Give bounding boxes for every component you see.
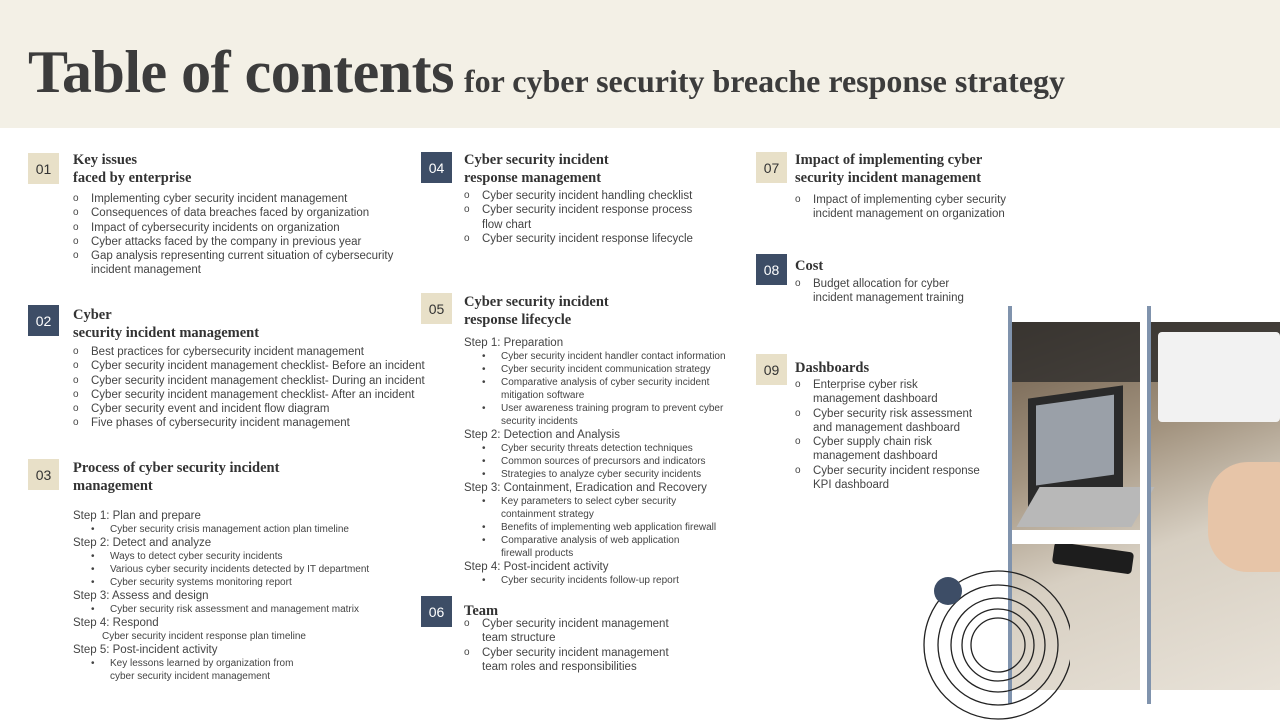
list-item-continuation: team structure bbox=[482, 632, 556, 645]
list-item: o Cyber security incident handling checklist bbox=[464, 189, 693, 203]
section-title-line: response lifecycle bbox=[464, 312, 572, 328]
title-main: Table of contents bbox=[28, 39, 454, 105]
list-item: • Various cyber security incidents detected by IT department bbox=[73, 563, 369, 576]
concentric-circles-decoration bbox=[920, 570, 1070, 720]
list-item: • Cyber security incident communication strategy bbox=[464, 363, 726, 376]
section-items bbox=[795, 277, 964, 306]
list-item: o Five phases of cybersecurity incident management bbox=[73, 416, 425, 430]
section-items bbox=[795, 378, 980, 492]
list-item: o Cyber security event and incident flow diagram bbox=[73, 402, 425, 416]
list-item: • Cyber security incidents follow-up report bbox=[464, 574, 726, 587]
list-item-continuation: containment strategy bbox=[501, 509, 594, 520]
step-items bbox=[464, 442, 726, 481]
section-number: 08 bbox=[756, 254, 787, 285]
list-item: o Budget allocation for cyber bbox=[795, 277, 964, 291]
list-item: Cyber security incident response plan timeline bbox=[102, 631, 306, 642]
list-item: • Key parameters to select cyber security bbox=[464, 495, 726, 508]
section-title-line: security incident management bbox=[73, 325, 260, 341]
section-title-line: Cyber bbox=[73, 307, 112, 323]
section-items bbox=[464, 617, 669, 674]
list-item: • Benefits of implementing web application firewall bbox=[464, 521, 726, 534]
section-number: 01 bbox=[28, 153, 59, 184]
step-label: Step 1: Plan and prepare bbox=[73, 510, 201, 522]
section-title-line: Impact of implementing cyber bbox=[795, 152, 983, 168]
step-label: Step 1: Preparation bbox=[464, 337, 564, 349]
step-items bbox=[464, 574, 726, 587]
list-item: o Cyber supply chain risk bbox=[795, 435, 980, 449]
step-items bbox=[73, 657, 369, 670]
title-sub: for cyber security breache response strategy bbox=[463, 63, 1066, 99]
section-title: Dashboards bbox=[795, 360, 870, 376]
step-label: Step 4: Respond bbox=[73, 617, 159, 629]
section-number: 04 bbox=[421, 152, 452, 183]
step-items bbox=[73, 523, 369, 536]
header-band bbox=[0, 0, 1280, 128]
section-number: 09 bbox=[756, 354, 787, 385]
section-title bbox=[464, 151, 609, 187]
step-items bbox=[464, 402, 726, 415]
section-title bbox=[73, 306, 259, 342]
section-title-line: faced by enterprise bbox=[73, 170, 192, 186]
list-item: • Cyber security threats detection techniques bbox=[464, 442, 726, 455]
section-items bbox=[795, 193, 1006, 222]
photo-divider bbox=[1008, 530, 1140, 544]
list-item: • Cyber security incident handler contact information bbox=[464, 350, 726, 363]
section-number: 06 bbox=[421, 596, 452, 627]
section-title bbox=[73, 151, 191, 187]
list-item: o Cyber attacks faced by the company in previous year bbox=[73, 235, 393, 249]
laptop-white bbox=[1158, 332, 1280, 422]
laptop-screen bbox=[1036, 395, 1114, 486]
section-number: 07 bbox=[756, 152, 787, 183]
step-label: Step 4: Post-incident activity bbox=[464, 561, 609, 573]
list-item-continuation: incident management on organization bbox=[813, 208, 1005, 221]
list-item: o Impact of implementing cyber security bbox=[795, 193, 1006, 207]
section-title: Team bbox=[464, 603, 499, 619]
list-item-continuation: mitigation software bbox=[501, 390, 585, 401]
step-items bbox=[73, 603, 369, 616]
list-item-continuation: and management dashboard bbox=[813, 421, 961, 434]
step-label: Step 3: Assess and design bbox=[73, 590, 209, 602]
section-title-line: Key issues bbox=[73, 152, 138, 168]
step-items bbox=[464, 521, 726, 547]
list-item: o Cyber security incident management checklist- Before an incident bbox=[73, 359, 425, 373]
list-item: o Cyber security incident management checklist- After an incident bbox=[73, 388, 425, 402]
section-title-line: Cyber security incident bbox=[464, 294, 609, 310]
list-item: o Gap analysis representing current situation of cybersecurity bbox=[73, 249, 393, 263]
section-title: Cost bbox=[795, 258, 824, 274]
list-item-continuation: firewall products bbox=[501, 548, 574, 559]
list-item: o Cyber security risk assessment bbox=[795, 407, 980, 421]
section-title bbox=[73, 459, 279, 495]
page-title bbox=[28, 38, 1065, 107]
circle-ring bbox=[962, 609, 1034, 681]
list-item: o Enterprise cyber risk bbox=[795, 378, 980, 392]
section-title-line: Cyber security incident bbox=[464, 152, 609, 168]
list-item: o Cyber security incident management checklist- During an incident bbox=[73, 374, 425, 388]
section-title-line: response management bbox=[464, 170, 602, 186]
list-item-continuation: flow chart bbox=[482, 218, 532, 231]
list-item-continuation: management dashboard bbox=[813, 393, 938, 406]
clasped-hands bbox=[1208, 462, 1280, 572]
section-title-line: Process of cyber security incident bbox=[73, 460, 280, 476]
list-item: • Cyber security systems monitoring report bbox=[73, 576, 369, 589]
section-title bbox=[464, 293, 609, 329]
circle-ring bbox=[971, 618, 1025, 672]
step-label: Step 2: Detect and analyze bbox=[73, 537, 212, 549]
list-item-continuation: incident management bbox=[91, 264, 201, 277]
list-item: • Cyber security risk assessment and management matrix bbox=[73, 603, 369, 616]
section-title-line: management bbox=[73, 478, 153, 494]
section-number: 02 bbox=[28, 305, 59, 336]
list-item: o Cyber security incident response lifecycle bbox=[464, 232, 693, 246]
circle-dot bbox=[934, 577, 962, 605]
list-item-continuation: management dashboard bbox=[813, 450, 938, 463]
list-item-continuation: cyber security incident management bbox=[110, 671, 271, 682]
step-items bbox=[73, 550, 369, 589]
section-items bbox=[73, 345, 425, 431]
list-item-continuation: incident management training bbox=[813, 292, 964, 305]
list-item: • Comparative analysis of cyber security incident bbox=[464, 376, 726, 389]
section-steps bbox=[73, 509, 369, 683]
circle-ring bbox=[938, 585, 1058, 705]
section-number: 03 bbox=[28, 459, 59, 490]
list-item: • Strategies to analyze cyber security incidents bbox=[464, 468, 726, 481]
section-steps bbox=[464, 336, 726, 587]
step-items bbox=[464, 350, 726, 389]
step-label: Step 2: Detection and Analysis bbox=[464, 429, 620, 441]
list-item-continuation: team roles and responsibilities bbox=[482, 660, 637, 673]
step-items bbox=[464, 495, 726, 508]
list-item: o Cyber security incident response bbox=[795, 464, 980, 478]
list-item: • Key lessons learned by organization from bbox=[73, 657, 369, 670]
list-item-continuation: KPI dashboard bbox=[813, 479, 890, 492]
circle-ring bbox=[951, 598, 1045, 692]
list-item-continuation: security incidents bbox=[501, 416, 578, 427]
section-title-line: security incident management bbox=[795, 170, 982, 186]
step-label: Step 5: Post-incident activity bbox=[73, 644, 218, 656]
section-items bbox=[73, 192, 393, 278]
section-title bbox=[795, 151, 982, 187]
list-item: • Ways to detect cyber security incidents bbox=[73, 550, 369, 563]
step-label: Step 3: Containment, Eradication and Recovery bbox=[464, 482, 707, 494]
list-item: • Cyber security crisis management action plan timeline bbox=[73, 523, 369, 536]
laptop-keyboard bbox=[1016, 487, 1154, 527]
list-item: o Impact of cybersecurity incidents on organization bbox=[73, 221, 393, 235]
list-item: • Comparative analysis of web application bbox=[464, 534, 726, 547]
section-items bbox=[464, 189, 693, 246]
list-item: o Best practices for cybersecurity incident management bbox=[73, 345, 425, 359]
list-item: • User awareness training program to prevent cyber bbox=[464, 402, 726, 415]
accent-stripe bbox=[1147, 306, 1151, 704]
list-item: o Consequences of data breaches faced by organization bbox=[73, 206, 393, 220]
section-number: 05 bbox=[421, 293, 452, 324]
list-item: o Implementing cyber security incident management bbox=[73, 192, 393, 206]
list-item: o Cyber security incident response process bbox=[464, 203, 693, 217]
list-item: • Common sources of precursors and indicators bbox=[464, 455, 726, 468]
list-item: o Cyber security incident management bbox=[464, 646, 669, 660]
list-item: o Cyber security incident management bbox=[464, 617, 669, 631]
